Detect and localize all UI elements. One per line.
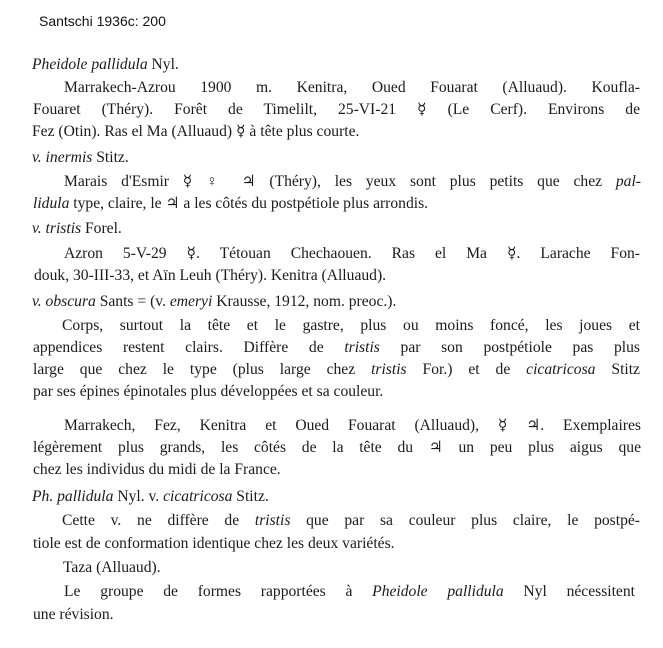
italic-run: Ph. pallidula [32,488,114,505]
text-line [63,557,161,579]
text-run: Marrakech-Azrou 1900 m. Kenitra, Oued Fouarat (Alluaud). Koufla- [64,79,640,96]
text-line [33,99,640,121]
text-line [32,291,396,313]
text-run: douk, 30-III-33, et Aïn Leuh (Théry). Kenitra (Alluaud). [34,267,387,284]
text-run: Azron 5-V-29 ☿. Tétouan Chechaouen. Ras el Ma ☿. Larache Fon- [64,245,640,262]
text-run: Krausse, 1912, nom. preoc.). [212,293,397,310]
text-run: Le groupe de formes rapportées à [64,583,373,600]
text-run: Cette v. ne diffère de [62,512,255,529]
text-run: For.) et de [406,361,527,378]
text-run: appendices restent clairs. Diffère de [33,339,345,356]
text-run: large que chez le type (plus large chez [33,361,372,378]
text-line [64,243,640,265]
text-run: Nyl. [147,56,179,73]
text-run: Nyl. v. [113,488,164,505]
text-run: Stitz. [92,149,129,166]
italic-run: emeryi [169,293,213,310]
text-run: Forel. [81,220,122,237]
text-run: légèrement plus grands, les côtés de la tête du ♃ un peu plus aigus que [33,439,641,456]
italic-run: Pheidole pallidula [32,56,148,73]
text-line [33,604,114,626]
text-line [32,147,129,169]
page-citation: Santschi 1936c: 200 [39,13,166,29]
italic-run: v. obscura [32,293,96,310]
text-run: Marais d'Esmir ☿ ♀ ♃ (Théry), les yeux sont plus petits que chez [64,173,616,190]
italic-run: cicatricosa [163,488,233,505]
italic-run: tristis [254,512,291,529]
text-line [64,77,640,99]
italic-run: pal- [615,173,641,190]
text-line [64,581,635,603]
text-line [32,486,269,508]
text-run: que par sa couleur plus claire, le postpé- [290,512,640,529]
text-line [34,265,386,287]
text-run: Taza (Alluaud). [63,559,161,576]
text-line [32,121,359,143]
text-line [64,415,641,437]
text-line [33,381,383,403]
text-run: Fouaret (Théry). Forêt de Timelilt, 25-VI-21 ☿ (Le Cerf). Environs de [33,101,640,118]
text-line [33,337,640,359]
italic-run: cicatricosa [526,361,596,378]
text-line [33,193,428,215]
text-run: Stitz [595,361,640,378]
text-line [33,533,395,555]
text-run: Marrakech, Fez, Kenitra et Oued Fouarat (Alluaud), ☿ ♃. Exemplaires [64,417,641,434]
italic-run: tristis [371,361,407,378]
italic-run: lidula [33,195,70,212]
text-line [32,54,212,76]
text-line [33,437,641,459]
text-run: Sants = (v. [95,293,170,310]
text-run: par son postpétiole pas plus [379,339,640,356]
text-line [64,171,641,193]
text-run: Fez (Otin). Ras el Ma (Alluaud) ☿ à tête plus courte. [32,123,360,140]
text-run: Nyl nécessitent [503,583,635,600]
text-run: chez les individus du midi de la France. [33,461,281,478]
text-line [62,510,640,532]
text-line [33,359,640,381]
text-run: Stitz. [232,488,269,505]
text-run: type, claire, le ♃ a les côtés du postpétiole plus arrondis. [69,195,429,212]
text-line [62,315,640,337]
text-run: tiole est de conformation identique chez les deux variétés. [33,535,395,552]
text-line [32,218,122,240]
text-run: une révision. [33,606,114,623]
text-run: par ses épines épinotales plus développées et sa couleur. [33,383,384,400]
text-run: Corps, surtout la tête et le gastre, plus ou moins foncé, les joues et [62,317,640,334]
italic-run: v. inermis [32,149,93,166]
italic-run: tristis [344,339,380,356]
text-line [33,459,281,481]
italic-run: Pheidole pallidula [372,583,504,600]
italic-run: v. tristis [32,220,82,237]
